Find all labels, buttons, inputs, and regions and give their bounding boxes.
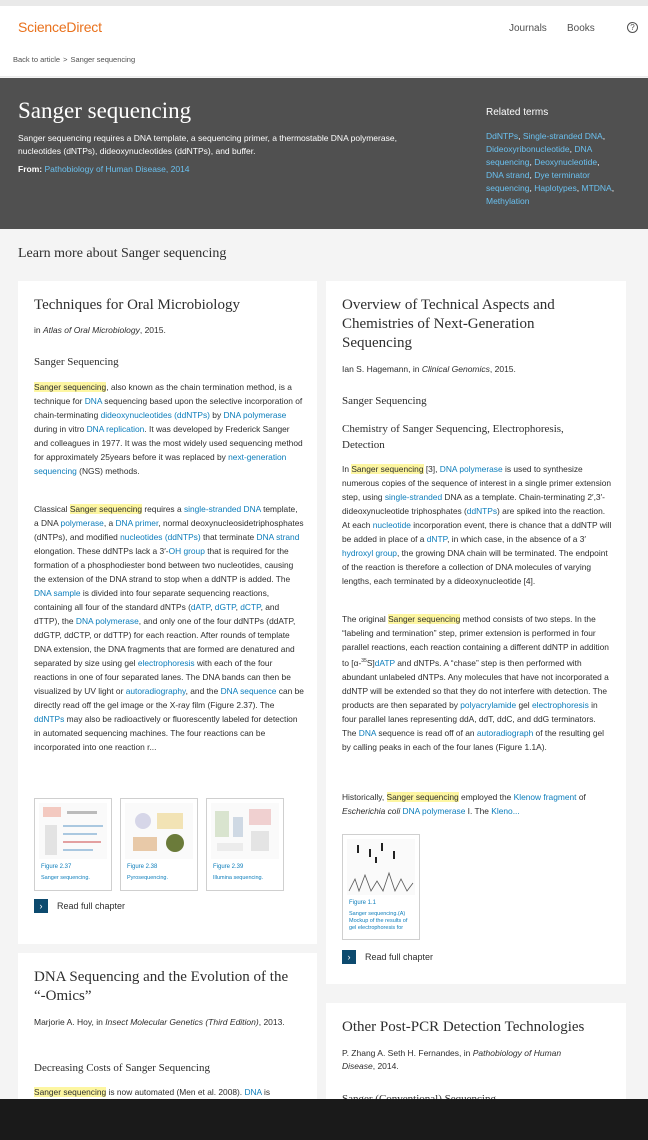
figure-thumbnails — [34, 798, 284, 891]
chapter-source — [34, 1016, 304, 1029]
chapter-card — [18, 953, 317, 1099]
source-year: , 2013. — [258, 1017, 285, 1027]
excerpt-paragraph: In Sanger sequencing [3], DNA polymerase is used to synthesize numerous copies of the sequence of interest in a single primer extension step, using single-stranded DNA as a template. Chain-terminating 2′,3′-dideoxynucleotide triphosphates (ddNTPs) are spiked into the reaction. At each nucleotide incorporation event, there is chance that a ddNTP will be added in place of a dNTP, in which case, in the absence of a 3′ hydroxyl group, the growing DNA chain will be terminated. The endpoint of the reaction is therefore a collection of DNA molecules of varying lengths, each terminated by a dideoxynucleotide [4]. — [342, 464, 612, 586]
read-full-chapter-label: Read full chapter — [365, 952, 434, 962]
read-full-chapter-button[interactable] — [34, 899, 125, 913]
read-full-chapter-button[interactable] — [342, 950, 433, 964]
excerpt-paragraph: Sanger sequencing, also known as the chain termination method, is a technique for DNA sequencing based upon the selective incorporation of chain-terminating dideoxynucleotides (ddNTPs) by DNA polymerase during in vitro DNA replication. It was developed by Frederick Sanger and colleagues in 1977. It was the most widely used sequencing method for approximately 25years before it was replaced by next-generation sequencing (NGS) methods. — [34, 382, 303, 476]
chapter-title[interactable]: Overview of Technical Aspects and Chemistries of Next-Generation Sequencing — [342, 297, 555, 351]
source-year: , 2015. — [139, 325, 166, 335]
nav-books[interactable]: Books — [567, 23, 595, 34]
topic-definition: Sanger sequencing requires a DNA template, a sequencing primer, a thermostable DNA polymerase, nucleotides (dNTPs), dideoxynucleotides (ddNTPs), and buffer. — [18, 133, 397, 156]
source-author: Ian S. Hagemann, in — [342, 364, 420, 374]
figure-thumbnail[interactable] — [342, 834, 420, 940]
chapter-card — [18, 281, 317, 944]
related-term[interactable]: Deoxynucleotide — [534, 157, 598, 167]
read-full-chapter-label: Read full chapter — [57, 901, 126, 911]
book-title: Insect Molecular Genetics (Third Edition) — [105, 1017, 259, 1027]
section-heading: Sanger Sequencing — [34, 356, 119, 368]
figure-caption: Sanger sequencing. — [41, 875, 90, 881]
book-title: Pathobiology of Human Disease — [342, 1048, 562, 1071]
book-title: Clinical Genomics — [421, 364, 490, 374]
figure-image — [211, 803, 279, 859]
source-in: in — [34, 325, 41, 335]
figure-thumbnail[interactable] — [206, 798, 284, 891]
related-terms-list: DdNTPs, Single-stranded DNA, Dideoxyribonucleotide, DNA sequencing, Deoxynucleotide, DNA strand, Dye terminator sequencing, Haplotypes, MTDNA, Methylation — [486, 131, 615, 206]
source-link[interactable]: Pathobiology of Human Disease, 2014 — [44, 164, 190, 174]
source-author: Marjorie A. Hoy, in — [34, 1017, 103, 1027]
excerpt-paragraph: The original Sanger sequencing method consists of two steps. In the “labeling and termination” step, primer extension is performed in four parallel reactions, each reaction containing a different ddNTP in addition to [α-$^{35}$S]dATP and dNTPs. A “chase” step is then performed with abundant unlabeled dNTPs. Any molecules that have not incorporated a ddNTP will be extended so that they do not interfere with detection. The products are then separated by polyacrylamide gel electrophoresis in four parallel lanes representing ddA, ddT, ddC, and ddG terminators. The DNA sequence is read off of an autoradiograph of the resulting gel by calling peaks in each of the four lanes (Figure 1.1A). — [342, 614, 609, 752]
related-term[interactable]: DNA strand — [486, 170, 530, 180]
section-heading: Decreasing Costs of Sanger Sequencing — [34, 1062, 210, 1074]
figure-caption: Pyrosequencing. — [127, 875, 168, 881]
breadcrumb-current: Sanger sequencing — [70, 55, 136, 64]
top-navbar — [0, 6, 648, 50]
bottom-bar — [0, 1099, 648, 1140]
chapter-source — [34, 324, 166, 337]
figure-caption: Sanger sequencing.(A) Mockup of the results of gel electrophoresis for — [349, 911, 408, 931]
subsection-heading: Chemistry of Sanger Sequencing, Electrophoresis, Detection — [342, 423, 564, 451]
figure-image — [125, 803, 193, 859]
learn-more-heading: Learn more about Sanger sequencing — [18, 246, 227, 261]
figure-label: Figure 2.37 — [41, 864, 72, 870]
figure-image — [39, 803, 107, 859]
chapter-source — [342, 1047, 592, 1073]
from-label: From: — [18, 164, 43, 174]
chapter-title[interactable]: DNA Sequencing and the Evolution of the “-Omics” — [34, 969, 289, 1004]
section-heading: Sanger Sequencing — [342, 395, 427, 407]
related-term[interactable]: DdNTPs — [486, 131, 519, 141]
excerpt-paragraph: Sanger sequencing is now automated (Men et al. 2008). DNA is — [34, 1087, 271, 1097]
chapter-card — [326, 281, 626, 984]
figure-caption: Illumina sequencing. — [213, 875, 264, 881]
breadcrumb — [13, 55, 135, 64]
excerpt-paragraph: Classical Sanger sequencing requires a single-stranded DNA template, a DNA polymerase, a DNA primer, normal deoxynucleosidetriphosphates (dNTPs), and modified nucleotides (ddNTPs) that terminate DNA strand elongation. These ddNTPs lack a 3′-OH group that is required for the formation of a phosphodiester bond between two nucleotides, causing the extension of the DNA strand to stop when a ddNTP is added. The DNA sample is divided into four separate sequencing reactions, containing all four of the standard dNTPs (dATP, dGTP, dCTP, and dTTP), the DNA polymerase, and only one of the four ddNTPs (ddATP, ddGTP, ddCTP, or ddTTP) for each reaction. After rounds of template DNA extension, the DNA fragments that are formed are denatured and separated by size using gel electrophoresis with each of the four reactions in one of four separated lanes. The DNA bands can then be visualized by UV light or autoradiography, and the DNA sequence can be directly read off the gel image or the X-ray film (Figure 2.37). The ddNTPs may also be radioactively or fluorescently labeled for detection in automated sequencing machines. The four reactions can be incorporated into one reaction r... — [34, 504, 304, 752]
help-icon[interactable]: ? — [627, 22, 638, 33]
chevron-right-icon: › — [34, 899, 48, 913]
related-term[interactable]: Single-stranded DNA — [522, 131, 603, 141]
figure-thumbnail[interactable] — [34, 798, 112, 891]
chevron-right-icon: > — [63, 55, 68, 64]
related-terms-title: Related terms — [486, 107, 549, 118]
excerpt-paragraph: Historically, Sanger sequencing employed the Klenow fragment of Escherichia coli DNA polymerase I. The Kleno... — [342, 792, 586, 816]
book-title: Atlas of Oral Microbiology — [43, 325, 140, 335]
source-year: , 2015. — [489, 364, 516, 374]
source-author: P. Zhang A. Seth H. Fernandes, in — [342, 1048, 471, 1058]
sciencedirect-logo[interactable]: ScienceDirect — [18, 19, 102, 35]
figure-thumbnail[interactable] — [120, 798, 198, 891]
back-to-article-link[interactable]: Back to article — [13, 55, 61, 64]
related-term[interactable]: MTDNA — [581, 183, 612, 193]
related-term[interactable]: Haplotypes — [534, 183, 577, 193]
chapter-title[interactable]: Techniques for Oral Microbiology — [34, 297, 240, 313]
related-term[interactable]: Dye terminator sequencing — [486, 170, 590, 193]
page-title: Sanger sequencing — [18, 98, 192, 123]
chapter-title[interactable]: Other Post-PCR Detection Technologies — [342, 1019, 585, 1035]
chapter-card — [326, 1003, 626, 1099]
breadcrumb-bar — [0, 50, 648, 77]
figure-label: Figure 1.1 — [349, 900, 377, 906]
related-term[interactable]: Methylation — [486, 196, 530, 206]
figure-label: Figure 2.39 — [213, 864, 244, 870]
figure-label: Figure 2.38 — [127, 864, 158, 870]
chevron-right-icon: › — [342, 950, 356, 964]
chapter-source — [342, 363, 516, 376]
nav-journals[interactable]: Journals — [509, 23, 547, 34]
topic-hero — [0, 78, 648, 229]
related-term[interactable]: Dideoxyribonucleotide — [486, 144, 570, 154]
related-term[interactable]: DNA sequencing — [486, 144, 592, 167]
figure-image — [347, 839, 415, 895]
source-year: , 2014. — [372, 1061, 399, 1071]
definition-source — [18, 164, 190, 174]
